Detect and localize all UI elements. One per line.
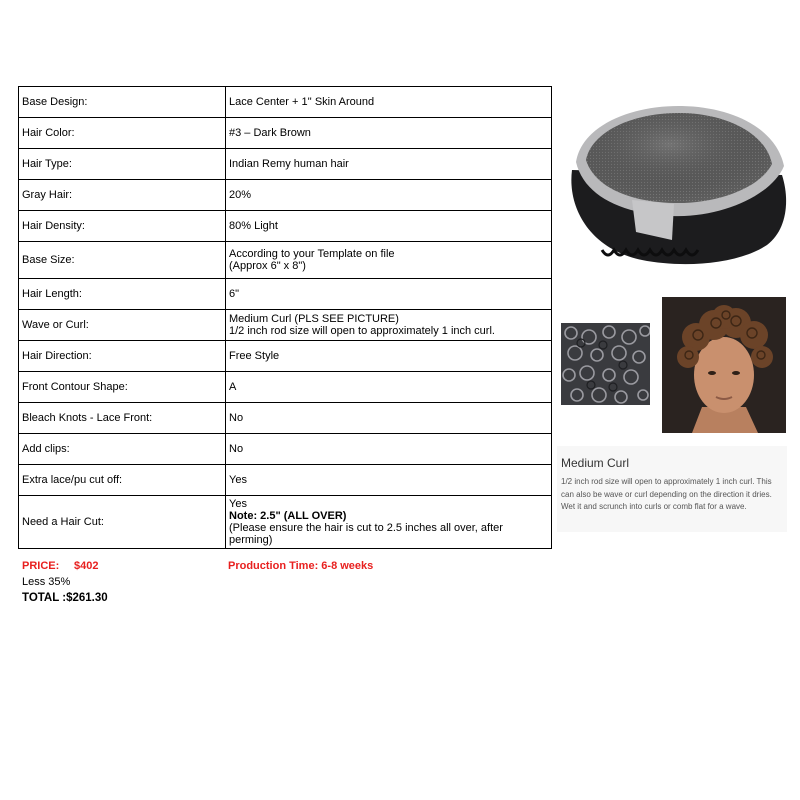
model-photo bbox=[662, 297, 786, 433]
spec-value: According to your Template on file (Approx 6" x 8") bbox=[226, 242, 552, 279]
spec-row-bleach-knots bbox=[19, 403, 552, 434]
spec-value: 20% bbox=[226, 180, 552, 211]
spec-value: No bbox=[226, 434, 552, 465]
spec-value: Lace Center + 1'' Skin Around bbox=[226, 87, 552, 118]
spec-row-wave-or-curl bbox=[19, 310, 552, 341]
pricing-block bbox=[22, 558, 108, 606]
curl-caption-panel bbox=[557, 446, 787, 532]
spec-label: Front Contour Shape: bbox=[19, 372, 226, 403]
spec-value: Indian Remy human hair bbox=[226, 149, 552, 180]
spec-label: Bleach Knots - Lace Front: bbox=[19, 403, 226, 434]
spec-value: Free Style bbox=[226, 341, 552, 372]
discount-text: Less 35% bbox=[22, 576, 71, 588]
spec-row-hair-density bbox=[19, 211, 552, 242]
spec-row-hair-color bbox=[19, 118, 552, 149]
spec-row-extra-lace bbox=[19, 465, 552, 496]
spec-label: Add clips: bbox=[19, 434, 226, 465]
total-label: TOTAL : bbox=[22, 592, 67, 604]
spec-value: #3 – Dark Brown bbox=[226, 118, 552, 149]
spec-label: Hair Direction: bbox=[19, 341, 226, 372]
spec-row-base-size bbox=[19, 242, 552, 279]
total-value: $261.30 bbox=[66, 592, 108, 604]
spec-label: Hair Density: bbox=[19, 211, 226, 242]
spec-label: Extra lace/pu cut off: bbox=[19, 465, 226, 496]
spec-label: Hair Color: bbox=[19, 118, 226, 149]
hairpiece-illustration bbox=[562, 100, 792, 272]
spec-value: 80% Light bbox=[226, 211, 552, 242]
spec-row-hair-direction bbox=[19, 341, 552, 372]
spec-value: No bbox=[226, 403, 552, 434]
spec-value: Yes Note: 2.5" (ALL OVER) (Please ensure the hair is cut to 2.5 inches all over, after perming) bbox=[226, 496, 552, 549]
spec-row-hair-cut bbox=[19, 496, 552, 549]
price-label: PRICE: bbox=[22, 560, 60, 572]
spec-value: Yes bbox=[226, 465, 552, 496]
price-value: $402 bbox=[74, 560, 99, 572]
hair-spec-table bbox=[18, 86, 552, 549]
spec-value: 6" bbox=[226, 279, 552, 310]
spec-value: A bbox=[226, 372, 552, 403]
caption-title: Medium Curl bbox=[561, 456, 630, 470]
spec-label: Wave or Curl: bbox=[19, 310, 226, 341]
spec-row-base-design bbox=[19, 87, 552, 118]
hairpiece-photo bbox=[562, 100, 792, 272]
spec-label: Base Size: bbox=[19, 242, 226, 279]
spec-row-hair-length bbox=[19, 279, 552, 310]
spec-label: Hair Type: bbox=[19, 149, 226, 180]
spec-row-front-contour bbox=[19, 372, 552, 403]
caption-text: 1/2 inch rod size will open to approximately 1 inch curl. This can also be wave or curl depending on the direction it dries. Wet it and scrunch into curls or comb flat for a wave. bbox=[561, 477, 772, 511]
curl-sample-photo bbox=[561, 323, 650, 405]
model-illustration bbox=[662, 297, 786, 433]
total-row bbox=[22, 590, 108, 606]
spec-label: Need a Hair Cut: bbox=[19, 496, 226, 549]
spec-row-add-clips bbox=[19, 434, 552, 465]
spec-label: Base Design: bbox=[19, 87, 226, 118]
spec-label: Hair Length: bbox=[19, 279, 226, 310]
price-row bbox=[22, 558, 108, 574]
spec-row-hair-type bbox=[19, 149, 552, 180]
spec-value: Medium Curl (PLS SEE PICTURE) 1/2 inch rod size will open to approximately 1 inch curl. bbox=[226, 310, 552, 341]
curl-texture-illustration bbox=[561, 323, 650, 405]
spec-label: Gray Hair: bbox=[19, 180, 226, 211]
spec-row-gray-hair bbox=[19, 180, 552, 211]
production-time: Production Time: 6-8 weeks bbox=[228, 560, 374, 572]
